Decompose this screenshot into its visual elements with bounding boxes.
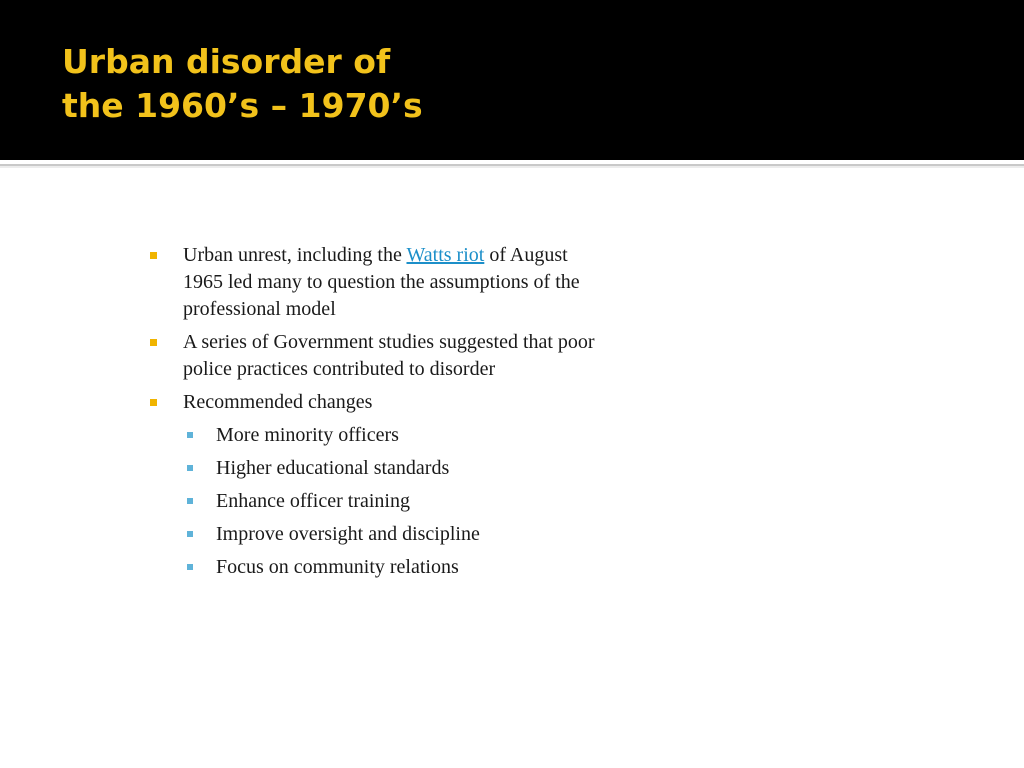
watts-riot-link[interactable]: Watts riot — [406, 244, 485, 266]
bullet-text-after-link: of August 1965 led many to question the assumptions of the professional model — [183, 244, 580, 320]
bullet-text: Recommended changes — [183, 391, 373, 413]
slide-title — [62, 40, 423, 128]
sub-bullet-text: Focus on community relations — [216, 556, 459, 578]
bullet-item-watts — [150, 242, 610, 323]
square-bullet-icon — [150, 252, 157, 259]
square-sub-bullet-icon — [187, 432, 193, 438]
sub-bullet-item — [183, 422, 610, 449]
content-area — [150, 242, 610, 587]
square-sub-bullet-icon — [187, 564, 193, 570]
sub-bullet-item — [183, 521, 610, 548]
title-line-2: the 1960’s – 1970’s — [62, 86, 423, 125]
sub-bullet-item — [183, 455, 610, 482]
title-line-1: Urban disorder of — [62, 42, 391, 81]
square-sub-bullet-icon — [187, 498, 193, 504]
square-sub-bullet-icon — [187, 465, 193, 471]
bullet-text-before-link: Urban unrest, including the — [183, 244, 407, 266]
sub-bullet-text: More minority officers — [216, 424, 399, 446]
sub-bullet-item — [183, 488, 610, 515]
sub-bullet-text: Improve oversight and discipline — [216, 523, 480, 545]
square-bullet-icon — [150, 339, 157, 346]
square-bullet-icon — [150, 399, 157, 406]
sub-bullet-list — [183, 422, 610, 581]
sub-bullet-text: Higher educational standards — [216, 457, 450, 479]
title-band — [0, 0, 1024, 160]
title-divider-shadow — [0, 166, 1024, 168]
sub-bullet-text: Enhance officer training — [216, 490, 410, 512]
bullet-item-recommended-changes — [150, 389, 610, 581]
sub-bullet-item — [183, 554, 610, 581]
square-sub-bullet-icon — [187, 531, 193, 537]
bullet-list — [150, 242, 610, 581]
bullet-item-government-studies — [150, 329, 610, 383]
bullet-text: A series of Government studies suggested that poor police practices contributed to disorder — [183, 331, 595, 380]
